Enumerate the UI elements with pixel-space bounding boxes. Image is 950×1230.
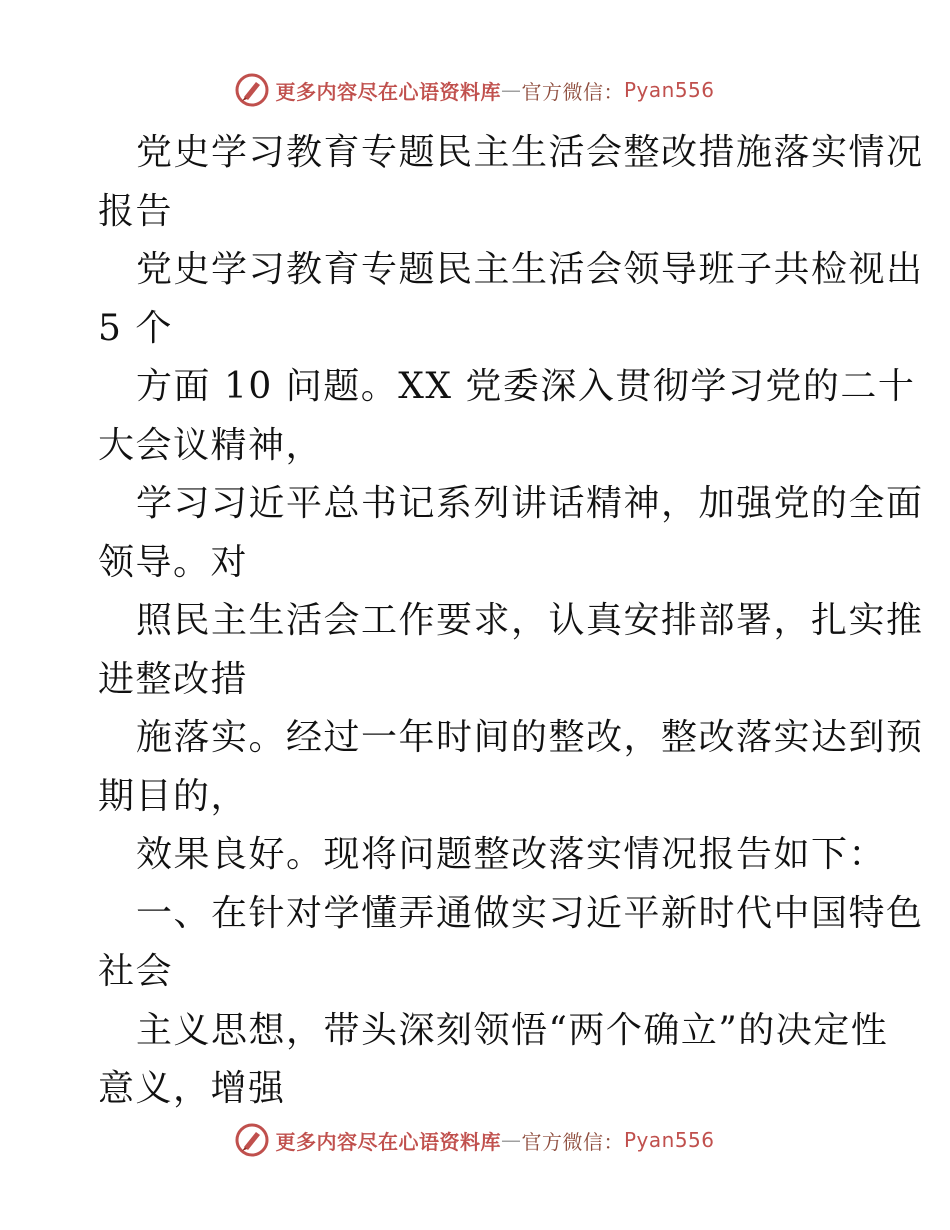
- text-line: 施落实。经过一年时间的整改，整改落实达到预: [136, 717, 924, 758]
- text-line: 党史学习教育专题民主生活会整改措施落实情况: [136, 132, 924, 173]
- text-line: 学习习近平总书记系列讲话精神，加强党的全面: [136, 483, 924, 524]
- text-line: 意义，增强: [98, 1068, 286, 1109]
- header-wechat-label: 官方微信：: [521, 79, 624, 104]
- document-body: [98, 124, 924, 1119]
- text-line: 大会议精神，: [98, 424, 324, 466]
- text-line: 5 个: [98, 307, 173, 349]
- text-line: 方面 10 问题。XX 党委深入贯彻学习党的二十: [136, 366, 916, 407]
- header-banner: [0, 68, 950, 112]
- text-line: 照民主生活会工作要求，认真安排部署，扎实推: [136, 600, 924, 641]
- footer-dash: —: [500, 1128, 522, 1152]
- pen-seal-icon: [235, 1123, 269, 1157]
- text-line: 党史学习教育专题民主生活会领导班子共检视出: [136, 249, 924, 290]
- header-dash: —: [500, 78, 522, 102]
- text-line: 期目的，: [98, 775, 249, 817]
- text-line: 主义思想，带头深刻领悟“两个确立”的决定性: [136, 1009, 889, 1051]
- footer-site-name: 更多内容尽在心语资料库: [275, 1129, 501, 1154]
- footer-banner: [0, 1118, 950, 1162]
- text-line: 一、在针对学懂弄通做实习近平新时代中国特色: [136, 892, 924, 934]
- text-line: 领导。对: [98, 541, 249, 583]
- text-line: 效果良好。现将问题整改落实情况报告如下：: [136, 834, 887, 875]
- text-line: 报告: [98, 190, 174, 232]
- footer-wechat-label: 官方微信：: [521, 1129, 624, 1154]
- text-line: 进整改措: [98, 658, 249, 700]
- header-site-name: 更多内容尽在心语资料库: [275, 79, 501, 104]
- footer-wechat-id: Pyan556: [623, 1128, 715, 1152]
- text-line: 社会: [98, 951, 174, 992]
- header-wechat-id: Pyan556: [623, 78, 715, 102]
- pen-seal-icon: [235, 73, 269, 107]
